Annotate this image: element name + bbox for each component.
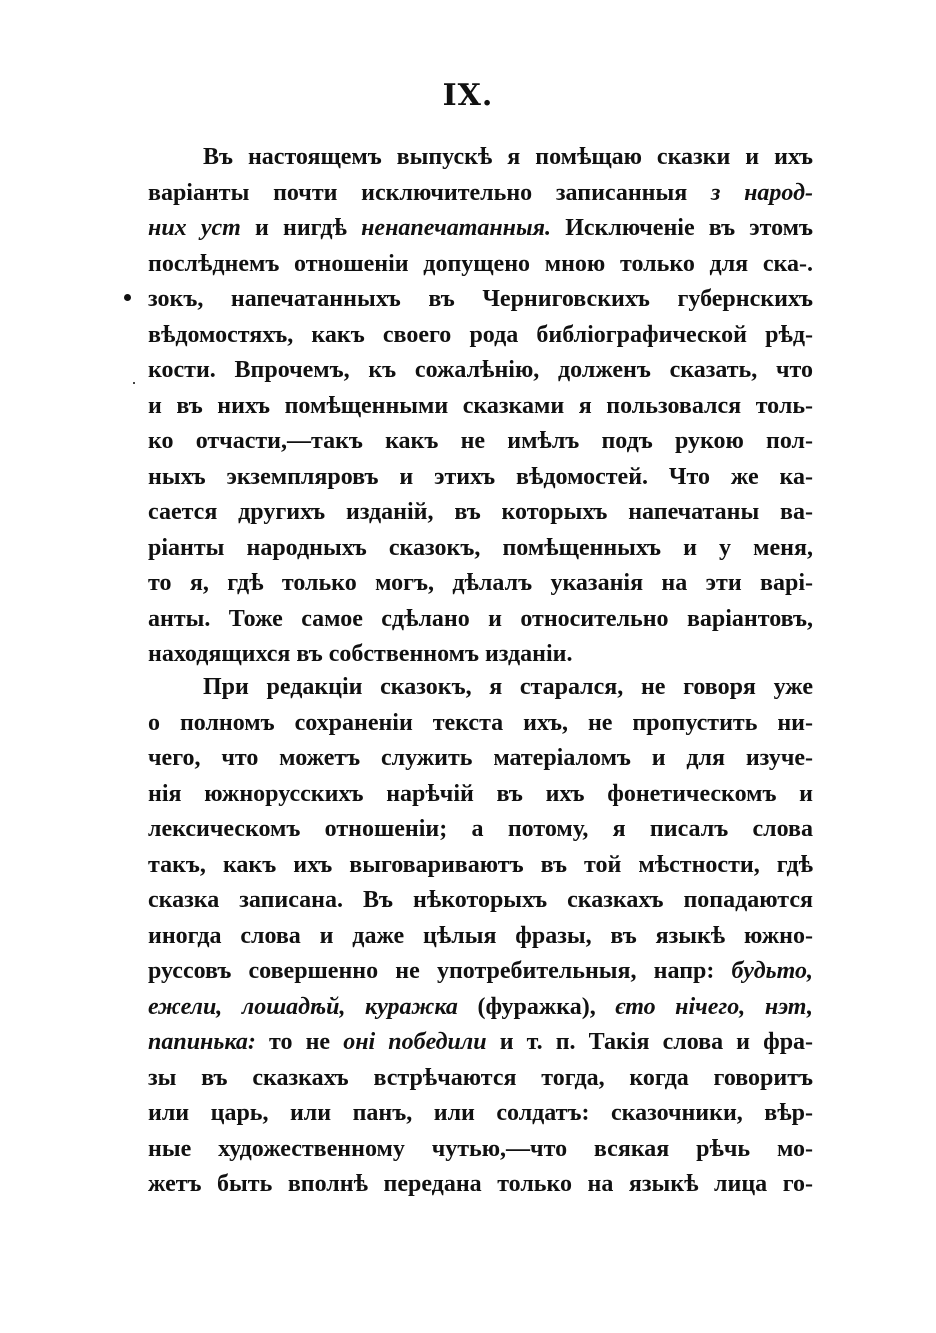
text-line <box>148 954 813 990</box>
text-line: вѣдомостяхъ, какъ своего рода библіографической рѣд- <box>148 321 813 348</box>
text-span: варіанты почти исключительно записанныя <box>148 179 688 206</box>
italic-phrase: з народ- <box>710 179 813 206</box>
italic-phrase: куражка <box>365 993 458 1020</box>
text-line: анты. Тоже самое сдѣлано и относительно варіантовъ, <box>148 605 813 632</box>
text-line: о полномъ сохраненіи текста ихъ, не пропустить ни- <box>148 709 813 736</box>
text-line: ные художественному чутью,—что всякая рѣчь мо- <box>148 1135 813 1162</box>
paragraph-2 <box>148 670 813 1203</box>
italic-phrase: будьто, <box>731 958 813 984</box>
margin-mark <box>124 294 131 301</box>
italic-phrase: оні победили <box>343 1029 487 1055</box>
italic-phrase: них уст <box>148 215 241 241</box>
italic-phrase: нэт, <box>764 993 813 1020</box>
text-line: или царь, или панъ, или солдатъ: сказочники, вѣр- <box>148 1100 813 1126</box>
text-line: чего, что можетъ служить матеріаломъ и для изуче- <box>148 745 813 771</box>
text-line: послѣднемъ отношеніи допущено мною только для ска-. <box>148 250 813 277</box>
text-line: При редакціи сказокъ, я старался, не говоря уже <box>203 674 813 700</box>
text-line: ріанты народныхъ сказокъ, помѣщенныхъ и у меня, <box>148 534 813 561</box>
text-line: лексическомъ отношеніи; а потому, я писалъ слова <box>148 816 813 842</box>
text-line: нія южнорусскихъ нарѣчій въ ихъ фонетическомъ и <box>148 780 813 807</box>
text-span: (фуражка), <box>477 993 596 1020</box>
text-line <box>148 1025 813 1061</box>
text-line: такъ, какъ ихъ выговариваютъ въ той мѣстности, гдѣ <box>148 851 813 878</box>
text-line: Въ настоящемъ выпускѣ я помѣщаю сказки и ихъ <box>203 144 813 170</box>
text-line: то я, гдѣ только могъ, дѣлалъ указанія на эти варі- <box>148 570 813 596</box>
text-span: и нигдѣ <box>255 215 347 241</box>
text-line: кости. Впрочемъ, къ сожалѣнію, долженъ сказать, что <box>148 357 813 383</box>
italic-phrase: ненапечатанныя. <box>361 215 552 241</box>
text-span: то не <box>269 1029 331 1055</box>
italic-phrase: ежели, <box>148 993 223 1020</box>
italic-phrase: лошадѣй, <box>241 993 346 1020</box>
text-line: сается другихъ изданій, въ которыхъ напечатаны ва- <box>148 499 813 525</box>
page-number: IX. <box>442 78 494 113</box>
text-line: зокъ, напечатанныхъ въ Черниговскихъ губернскихъ <box>148 286 813 312</box>
text-line: ныхъ экземпляровъ и этихъ вѣдомостей. Что же ка- <box>148 463 813 490</box>
italic-phrase: папинька: <box>148 1029 256 1055</box>
text-line: ко отчасти,—такъ какъ не имѣлъ подъ рукою пол- <box>148 428 813 454</box>
text-line: иногда слова и даже цѣлыя фразы, въ языкѣ южно- <box>148 922 813 949</box>
text-line: сказка записана. Въ нѣкоторыхъ сказкахъ попадаются <box>148 887 813 913</box>
text-line <box>148 211 813 247</box>
text-span: Исключеніе въ этомъ <box>565 215 813 241</box>
italic-phrase: єто нічего, <box>615 993 746 1020</box>
text-line: находящихся въ собственномъ изданіи. <box>148 641 573 667</box>
text-line: и въ нихъ помѣщенными сказками я пользовался толь- <box>148 392 813 419</box>
paragraph-1 <box>148 140 813 673</box>
text-line: жетъ быть вполнѣ передана только на языкѣ лица го- <box>148 1171 813 1197</box>
text-line: зы въ сказкахъ встрѣчаются тогда, когда говоритъ <box>148 1064 813 1091</box>
text-span: руссовъ совершенно не употребительныя, напр: <box>148 958 715 984</box>
text-span: и т. п. Такія слова и фра- <box>499 1029 813 1055</box>
text-line <box>148 176 813 212</box>
text-line <box>148 990 813 1026</box>
margin-speck <box>133 382 135 384</box>
